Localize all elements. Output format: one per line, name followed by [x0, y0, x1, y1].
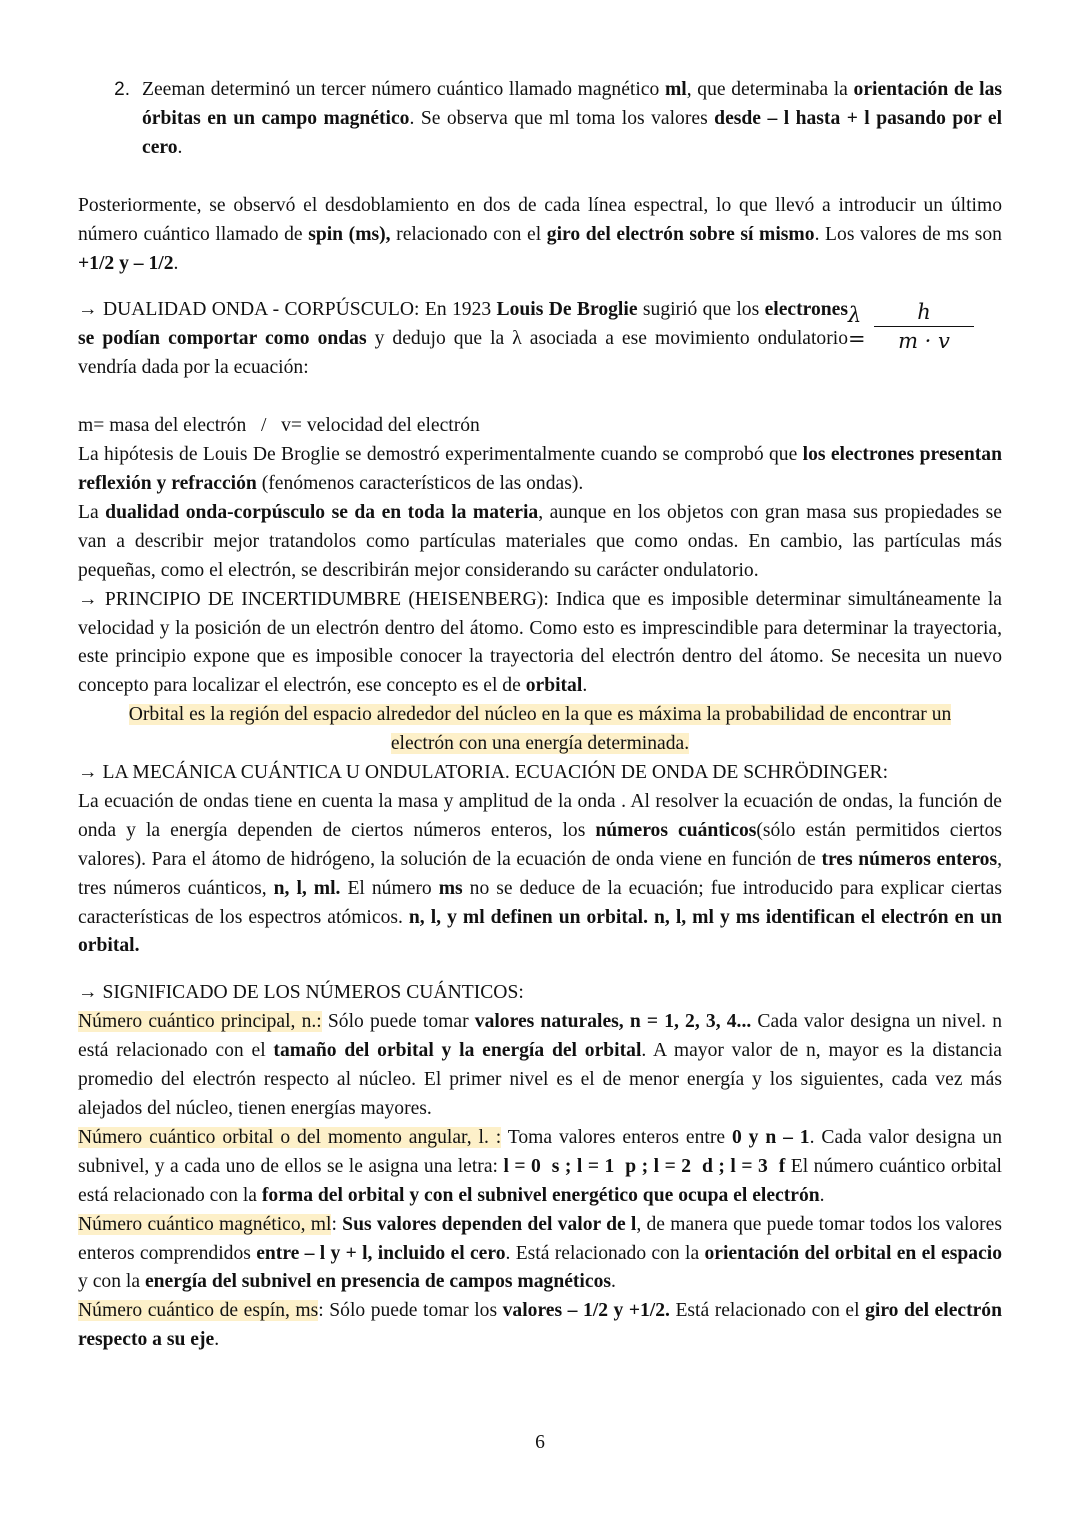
list-number: 2.	[114, 79, 130, 100]
espin-paragraph: Número cuántico de espín, ms: Sólo puede tomar los valores – 1/2 y +1/2. Está relacionado con el giro del electrón respecto a su eje.	[78, 1300, 1002, 1351]
formula-numerator: h	[917, 300, 931, 325]
incertidumbre-paragraph: → PRINCIPIO DE INCERTIDUMBRE (HEISENBERG): Indica que es imposible determinar simultáneamente la velocidad y la posición de un electrón dentro del átomo. Como esto es imprescindible para determinar la trayectoria, este principio expone que es imposible conocer la trayectoria del electrón dentro del átomo. Se necesita un nuevo concepto para localizar el electrón, ese concepto es el de orbital.	[78, 588, 1002, 697]
significado-heading: → SIGNIFICADO DE LOS NÚMEROS CUÁNTICOS:	[78, 982, 524, 1004]
dualidad-section	[78, 296, 1002, 383]
dualidad-paragraph: → DUALIDAD ONDA - CORPÚSCULO: En 1923 Louis De Broglie sugirió que los electrones se podían comportar como ondas y dedujo que la λ asociada a ese movimiento ondulatorio vendría dada por la ecuación:	[78, 299, 848, 379]
magnetico-highlight: Número cuántico magnético, ml	[78, 1213, 332, 1235]
orbital-number-highlight: Número cuántico orbital o del momento angular, l. :	[78, 1126, 502, 1148]
de-broglie-formula	[848, 296, 1002, 353]
zeeman-paragraph: Zeeman determinó un tercer número cuántico llamado magnético ml, que determinaba la orientación de las órbitas en un campo magnético. Se observa que ml toma los valores desde – l hasta + l pasando por el cero.	[142, 79, 1003, 158]
formula-denominator: m · v	[898, 329, 950, 354]
schrodinger-paragraph: La ecuación de ondas tiene en cuenta la masa y amplitud de la onda . Al resolver la ecuación de ondas, la función de onda y la energía dependen de ciertos números enteros, los números cuánticos(sólo están permitidos ciertos valores). Para el átomo de hidrógeno, la solución de la ecuación de onda viene en función de tres números enteros, tres números cuánticos, n, l, ml. El número ms no se deduce de la ecuación; fue introducido para explicar ciertas características de los espectros atómicos. n, l, y ml definen un orbital. n, l, ml y ms identifican el electrón en un orbital.	[78, 790, 1002, 957]
magnetico-paragraph: Número cuántico magnético, ml: Sus valores dependen del valor de l, de manera que puede tomar todos los valores enteros comprendidos entre – l y + l, incluido el cero. Está relacionado con la orientación del orbital en el espacio y con la energía del subnivel en presencia de campos magnéticos.	[78, 1213, 1003, 1293]
formula-lhs: λ =	[848, 302, 866, 351]
orbital-definition-line2: electrón con una energía determinada.	[390, 733, 690, 755]
list-item-zeeman	[78, 76, 1002, 163]
espin-highlight: Número cuántico de espín, ms	[78, 1300, 319, 1322]
principal-highlight: Número cuántico principal, n.:	[78, 1011, 322, 1033]
hipotesis-paragraph: La hipótesis de Louis De Broglie se demostró experimentalmente cuando se comprobó que los electrones presentan reflexión y refracción (fenómenos característicos de las ondas).	[78, 444, 1002, 494]
formula-fraction	[874, 300, 974, 353]
orbital-number-paragraph: Número cuántico orbital o del momento angular, l. : Toma valores enteros entre 0 y n – 1. Cada valor designa un subnivel, y a cada uno de ellos se le asigna una letra: l = 0 s ; l = 1 p ; l = 2 d ; l = 3 f El número cuántico orbital está relacionado con la forma del orbital y con el subnivel energético que ocupa el electrón.	[78, 1126, 1003, 1206]
orbital-definition-line1: Orbital es la región del espacio alrededor del núcleo en la que es máxima la probabilidad de encontrar un	[128, 704, 952, 726]
variables-line: m= masa del electrón / v= velocidad del electrón	[78, 415, 480, 437]
materia-paragraph: La dualidad onda-corpúsculo se da en toda la materia, aunque en los objetos con gran masa sus propiedades se van a describir mejor tratandolos como partículas materiales que como ondas. En cambio, las partículas más pequeñas, como el electrón, se describirán mejor considerando su carácter ondulatorio.	[78, 501, 1003, 581]
orbital-definition	[78, 701, 1002, 759]
spin-paragraph: Posteriormente, se observó el desdoblamiento en dos de cada línea espectral, lo que llevó a introducir un último número cuántico llamado de spin (ms), relacionado con el giro del electrón sobre sí mismo. Los valores de ms son +1/2 y – 1/2.	[78, 194, 1002, 274]
principal-paragraph: Número cuántico principal, n.: Sólo puede tomar valores naturales, n = 1, 2, 3, 4... Cada valor designa un nivel. n está relacionado con el tamaño del orbital y la energía del orbital. A mayor valor de n, mayor es la distancia promedio del electrón respecto al núcleo. El primer nivel es el de menor energía y los siguientes, cada vez más alejados del núcleo, tienen energías mayores.	[78, 1011, 1003, 1119]
page-number: 6	[535, 1432, 545, 1453]
schrodinger-heading: → LA MECÁNICA CUÁNTICA U ONDULATORIA. ECUACIÓN DE ONDA DE SCHRÖDINGER:	[78, 762, 889, 784]
